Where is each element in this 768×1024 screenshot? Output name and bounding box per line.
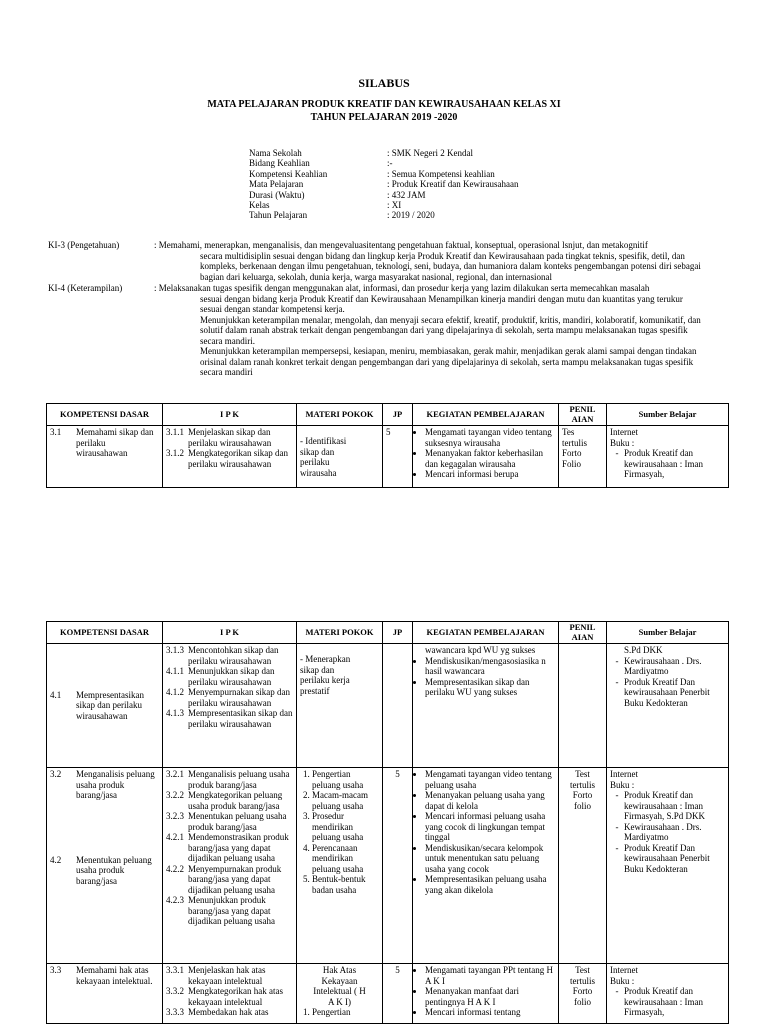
sumber-item: Kewirausahaan . Drs. Mardiyatmo [624,655,702,676]
ki3-line: bagian dari keluarga, sekolah, dunia kerja, warga masyarakat nasional, regional, dan internasional [200,271,553,282]
ipk-number: 3.2.3 [166,811,184,821]
kegiatan-item: • Mengamati tayangan video tentang peluang usaha [425,769,555,790]
ki4-line: sesuai dengan standar kompetensi kerja. [200,304,345,314]
kegiatan-item: • Mempresentasikan sikap dan perilaku WU yang sukses [425,677,555,698]
ki3-line: secara multidisiplin sesuai dengan bidang dan lingkup kerja Produk Kreatif dan Kewirausahaan pada tingkat teknis, spesifik, detil, dan [200,250,685,261]
materi-item: 5. Bentuk-bentuk badan usaha [312,874,378,895]
info-row [249,210,518,220]
info-row [249,158,518,168]
ipk-number: 3.2.2 [166,790,184,800]
ki4-line: solutif dalam ranah abstrak terkait dengan pengembangan dari yang dipelajarinya di sekolah, serta mampu melaksanakan tugas spesifik [200,325,688,335]
ipk-text: Mencontohkan sikap dan perilaku wirausahawan [188,645,279,666]
kd-number: 4.1 [50,689,62,700]
sumber-head: Internet [610,427,638,437]
col-kegiatan: KEGIATAN PEMBELAJARAN [413,404,559,426]
ipk-number: 3.2.1 [166,769,184,779]
ipk-text: Membedakan hak atas [188,1007,269,1017]
kegiatan-item: • Mencari informasi berupa [425,469,555,480]
col-ipk: I P K [163,622,297,644]
sumber-item: Produk Kreatif dan kewirausahaan : Iman Firmasyah, [624,448,703,479]
info-label: Bidang Keahlian [249,158,310,169]
document-subtitle: MATA PELAJARAN PRODUK KREATIF DAN KEWIRAUSAHAAN KELAS XI [207,99,561,110]
ipk-text: Menunjukkan sikap dan perilaku wirausahawan [188,666,275,687]
col-sumber: Sumber Belajar [607,622,729,644]
penilaian-text: Tes tertulis Forto Folio [562,427,587,469]
jp-value: 5 [383,964,413,1024]
silabus-table-2 [46,621,729,1024]
ipk-text: Menganalisis peluang usaha produk barang/jasa [188,769,290,790]
info-label: Kompetensi Keahlian [249,168,328,179]
ki4-line: sesuai dengan bidang kerja Produk Kreatif dan Kewirausahaan Menampilkan kinerja mandiri dengan mutu dan kuantitas yang terukur [200,293,683,304]
ipk-number: 3.1.3 [166,645,184,655]
table-row: 3.1 Memahami sikap dan perilaku wirausahawan 3.1.1 Menjelaskan sikap dan perilaku wirausahawan 3.1.2 Mengkategorikan sikap dan perilaku wirausahawan - Identifikasi sikap dan perilaku wirausaha 5 • Mengamati tayangan video tentang suksesnya wirausaha • Menanyakan faktor keberhasilan dan kegagalan wirausaha • Mencari informasi berupa Tes tertulis Forto Folio Internet Buku : - Produk Kreatif dan kewirausahaan : Iman Firmasyah, [47,426,729,488]
sumber-item: Produk Kreatif dan kewirausahaan : Iman Firmasyah, S.Pd DKK [624,790,706,821]
materi-text: Hak Atas Kekayaan Intelektual ( H A K I) [313,965,366,1007]
ipk-number: 4.1.2 [166,687,184,697]
kegiatan-item: • Menanyakan faktor keberhasilan dan kegagalan wirausaha [425,448,555,469]
ipk-number: 4.1.3 [166,708,184,718]
ki4-line: : Melaksanakan tugas spesifik dengan menggunakan alat, informasi, dan prosedur kerja yang lazim dilakukan serta memecahkan masalah [154,283,650,293]
ipk-number: 3.3.1 [166,965,184,975]
kegiatan-item: • Mengamati tayangan PPt tentang H A K I [425,965,555,986]
col-jp: JP [383,622,413,644]
col-materi: MATERI POKOK [297,404,383,426]
info-label: Durasi (Waktu) [249,189,305,200]
info-label: Kelas [249,199,270,210]
col-kd: KOMPETENSI DASAR [47,622,163,644]
col-kd: KOMPETENSI DASAR [47,404,163,426]
kd-number: 4.2 [50,854,62,865]
ipk-text: Menyempurnakan sikap dan perilaku wirausahawan [188,687,290,708]
materi-item: 3. Prosedur mendirikan peluang usaha [312,811,378,843]
jp-value: 5 [383,426,413,488]
info-row [249,148,518,158]
col-penilaian: PENIL AIAN [559,622,607,644]
col-sumber: Sumber Belajar [607,404,729,426]
penilaian-text: Test tertulis Forto folio [570,769,595,811]
kd-text: Mempresentasikan sikap dan perilaku wirausahawan [76,689,144,721]
info-value: : XI [387,199,402,210]
info-value: :- [387,158,393,169]
sumber-buku: Buku : [610,437,635,448]
info-value: : 2019 / 2020 [387,210,435,221]
info-value: : Semua Kompetensi keahlian [387,168,495,179]
sumber-head: Internet [610,965,638,975]
col-jp: JP [383,404,413,426]
ipk-text: Menyempurnakan produk barang/jasa yang dapat dijadikan peluang usaha [188,863,282,895]
table-row: 3.2 Menganalisis peluang usaha produk barang/jasa 4.2 Menentukan peluang usaha produk barang/jasa 3.2.1 Menganalisis peluang usaha produk barang/jasa 3.2.2 Mengkategorikan peluang usaha produk barang/jasa 3.2.3 Menentukan peluang usaha produk barang/jasa 4.2.1 Mendemonstrasikan produk barang/jasa yang dapat dijadikan peluang usaha 4.2.2 Menyempurnakan produk barang/jasa yang dapat dijadikan peluang usaha 4.2.3 Menunjukkan produk barang/jasa yang dapat dijadikan peluang usaha 1. Pengertian peluang usaha 2. Macam-macam peluang usaha 3. Prosedur mendirikan peluang usaha 4. Perencanaan mendirikan peluang usaha 5. Bentuk-bentuk badan usaha 5 • Mengamati tayangan video tentang peluang usaha • Menanyakan peluang usaha yang dapat di kelola • Mencari informasi peluang usaha yang cocok di lingkungan tempat tinggal • Mendiskusikan/secara kelompok untuk menentukan satu peluang usaha yang cocok • Mempresentasikan peluang usaha yang akan dikelola Test tertulis Forto folio Internet Buku : - Produk Kreatif dan kewirausahaan : Iman Firmasyah, S.Pd DKK - Kewirausahaan . Drs. Mardiyatmo - Produk Kreatif Dan kewirausahaan Penerbit Buku Kedokteran [47,768,729,964]
kd-number: 3.2 [50,769,62,779]
penilaian-text: Test tertulis Forto folio [570,965,595,1007]
jp-value: 5 [383,768,413,964]
info-row [249,200,518,210]
ki3-section [48,240,728,282]
kd-number: 3.1 [50,427,62,437]
ki4-line: secara mandiri [200,367,253,377]
ipk-number: 3.1.2 [166,448,184,458]
table-row: 4.1 Mempresentasikan sikap dan perilaku wirausahawan 3.1.3 Mencontohkan sikap dan perilaku wirausahawan 4.1.1 Menunjukkan sikap dan perilaku wirausahawan 4.1.2 Menyempurnakan sikap dan perilaku wirausahawan 4.1.3 Mempresentasikan sikap dan perilaku wirausahawan - Menerapkan sikap dan perilaku kerja prestatif wawancara kpd WU yg sukses • Mendiskusikan/mengasosiasika n hasil wawancara • Mempresentasikan sikap dan perilaku WU yang sukses S.Pd DKK - Kewirausahaan . Drs. Mardiyatmo - Produk Kreatif Dan kewirausahaan Penerbit Buku Kedokteran [47,644,729,768]
ki4-line: orisinal dalam ranah konkret terkait dengan pengembangan dari yang dipelajarinya di sekolah, serta mampu melaksanakan tugas spesifik [200,356,694,367]
ki4-line: secara mandiri. [200,335,255,346]
info-label: Nama Sekolah [249,148,302,158]
info-label: Tahun Pelajaran [249,210,308,221]
kegiatan-cont: wawancara kpd WU yg sukses [425,645,536,655]
col-penilaian: PENIL AIAN [559,404,607,426]
sumber-buku: Buku : [610,975,635,986]
info-value: : SMK Negeri 2 Kendal [387,148,473,158]
sumber-item: S.Pd DKK [624,645,663,655]
ipk-text: Mempresentasikan sikap dan perilaku wirausahawan [188,708,293,729]
materi-item: 4. Perencanaan mendirikan peluang usaha [312,843,378,875]
ipk-text: Menunjukkan produk barang/jasa yang dapat dijadikan peluang usaha [188,895,275,926]
kd-text: Memahami sikap dan perilaku wirausahawan [76,427,154,458]
ipk-text: Mengkategorikan hak atas kekayaan intelektual [188,986,283,1007]
kegiatan-item: • Mempresentasikan peluang usaha yang akan dikelola [425,874,555,895]
ipk-number: 3.3.2 [166,986,184,996]
document-year: TAHUN PELAJARAN 2019 -2020 [310,112,458,123]
ipk-text: Menjelaskan sikap dan perilaku wirausahawan [188,427,272,448]
kegiatan-item: • Mengamati tayangan video tentang suksesnya wirausaha [425,427,555,448]
ipk-number: 4.2.2 [166,863,184,874]
ipk-text: Mengkategorikan peluang usaha produk barang/jasa [188,790,283,811]
col-ipk: I P K [163,404,297,426]
kegiatan-item: • Menanyakan peluang usaha yang dapat di kelola [425,790,555,811]
ki4-line: Menunjukkan keterampilan mempersepsi, kesiapan, meniru, membiasakan, gerak mahir, menjadikan gerak alami sampai dengan tindakan [200,346,697,356]
ipk-text: Mengkategorikan sikap dan perilaku wirausahawan [188,448,288,469]
materi-text: - Identifikasi sikap dan perilaku wirausaha [300,436,347,478]
ki3-line: kompleks, berkenaan dengan ilmu pengetahuan, teknologi, seni, budaya, dan humaniora dalam konteks pengembangan potensi diri sebagai [200,261,701,271]
kegiatan-item: • Mencari informasi tentang [425,1007,555,1018]
kegiatan-item: • Mencari informasi peluang usaha yang cocok di lingkungan tempat tinggal [425,811,555,843]
ipk-number: 4.1.1 [166,666,184,676]
ipk-number: 4.2.3 [166,895,184,905]
sumber-item: Kewirausahaan . Drs. Mardiyatmo [624,821,702,842]
ipk-number: 3.1.1 [166,427,184,437]
ki4-line: Menunjukkan keterampilan menalar, mengolah, dan menyaji secara efektif, kreatif, produktif, kritis, mandiri, kolaboratif, komunikatif, dan [200,314,701,325]
kegiatan-item: • Menanyakan manfaat dari pentingnya H A K I [425,986,555,1007]
table-header-row [47,404,729,426]
sumber-buku: Buku : [610,779,635,790]
ipk-number: 4.2.1 [166,832,184,842]
col-materi: MATERI POKOK [297,622,383,644]
silabus-table-1 [46,403,729,488]
ipk-text: Menentukan peluang usaha produk barang/jasa [188,811,287,832]
sumber-item: Produk Kreatif Dan kewirausahaan Penerbit Buku Kedokteran [624,842,710,874]
table-row: 3.3 Memahami hak atas kekayaan intelektual. 3.3.1 Menjelaskan hak atas kekayaan intelektual 3.3.2 Mengkategorikan hak atas kekayaan intelektual 3.3.3 Membedakan hak atas Hak Atas Kekayaan Intelektual ( H A K I) 1. Pengertian 5 • Mengamati tayangan PPt tentang H A K I • Menanyakan manfaat dari pentingnya H A K I • Mencari informasi tentang Test tertulis Forto folio Internet Buku : - Produk Kreatif dan kewirausahaan : Iman Firmasyah, [47,964,729,1024]
materi-item: 2. Macam-macam peluang usaha [312,790,378,811]
info-row [249,179,518,189]
sumber-item: Produk Kreatif Dan kewirausahaan Penerbit Buku Kedokteran [624,676,710,708]
materi-text: - Menerapkan sikap dan perilaku kerja prestatif [300,654,351,696]
col-kegiatan: KEGIATAN PEMBELAJARAN [413,622,559,644]
kegiatan-item: • Mendiskusikan/secara kelompok untuk menentukan satu peluang usaha yang cocok [425,843,555,875]
ki4-section [48,283,728,378]
kd-number: 3.3 [50,965,62,975]
ki3-line: : Memahami, menerapkan, menganalisis, dan mengevaluasitentang pengetahuan faktual, konseptual, operasional lsnjut, dan metakognitif [154,240,648,250]
table-header-row [47,622,729,644]
school-info [249,148,518,221]
info-row [249,169,518,179]
ki3-label: KI-3 (Pengetahuan) [48,240,120,250]
info-value: : Produk Kreatif dan Kewirausahaan [387,179,519,190]
ipk-text: Mendemonstrasikan produk barang/jasa yang dapat dijadikan peluang usaha [188,832,289,863]
kd-text: Menentukan peluang usaha produk barang/jasa [76,854,152,886]
kd-text: Menganalisis peluang usaha produk barang/jasa [76,769,155,800]
ipk-number: 3.3.3 [166,1007,184,1017]
materi-item: 1. Pengertian peluang usaha [312,769,378,790]
info-value: : 432 JAM [387,189,426,200]
info-label: Mata Pelajaran [249,179,304,190]
info-row [249,190,518,200]
ki4-label: KI-4 (Keterampilan) [48,283,123,293]
kegiatan-item: • Mendiskusikan/mengasosiasika n hasil wawancara [425,656,555,677]
materi-item: 1. Pengertian [312,1007,379,1018]
kd-text: Memahami hak atas kekayaan intelektual. [76,965,153,986]
document-title: SILABUS [358,76,410,90]
ipk-text: Menjelaskan hak atas kekayaan intelektual [188,965,266,986]
sumber-item: Produk Kreatif dan kewirausahaan : Iman Firmasyah, [624,986,703,1017]
sumber-head: Internet [610,769,638,779]
